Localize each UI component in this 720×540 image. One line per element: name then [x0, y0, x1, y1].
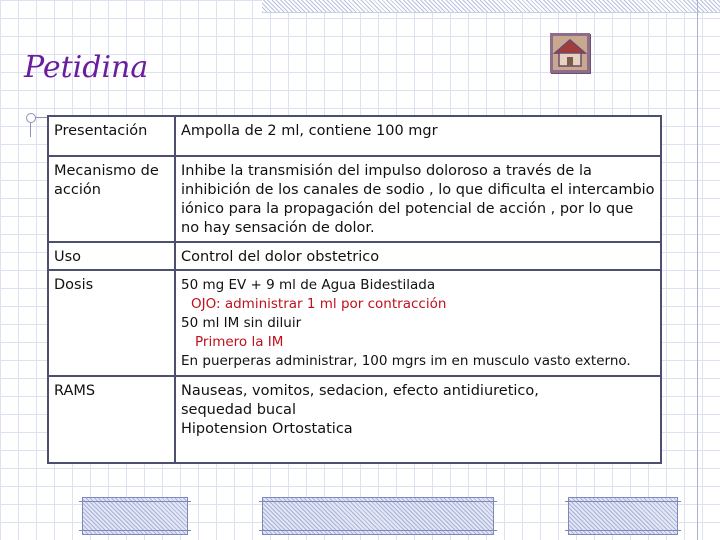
- dosis-warning-line: OJO: administrar 1 ml por contracción: [191, 296, 447, 312]
- row-value: Control del dolor obstetrico: [175, 242, 661, 270]
- rams-line: sequedad bucal: [181, 402, 296, 418]
- bottom-block-rule: [259, 501, 497, 502]
- home-icon: [553, 36, 587, 70]
- dosis-warning-line: Primero la IM: [195, 334, 284, 350]
- row-label: Dosis: [48, 270, 175, 376]
- row-label: Uso: [48, 242, 175, 270]
- bottom-block-rule: [259, 530, 497, 531]
- bullet-bracket-dot: [26, 113, 36, 123]
- home-button[interactable]: [550, 33, 590, 73]
- bottom-decorative-block: [82, 497, 188, 535]
- row-label: Mecanismo de acción: [48, 156, 175, 242]
- rams-line: Nauseas, vomitos, sedacion, efecto antidiuretico,: [181, 383, 539, 399]
- dosis-line: En puerperas administrar, 100 mgrs im en musculo vasto externo.: [181, 353, 631, 369]
- table-row: [48, 376, 661, 463]
- bottom-decorative-block: [262, 497, 494, 535]
- row-label: Presentación: [48, 116, 175, 156]
- table-row: [48, 270, 661, 376]
- rams-line: Hipotension Ortostatica: [181, 421, 353, 437]
- table-row: [48, 156, 661, 242]
- bottom-block-rule: [79, 530, 191, 531]
- right-border-line: [697, 0, 698, 540]
- row-value: Ampolla de 2 ml, contiene 100 mgr: [175, 116, 661, 156]
- drug-info-table: [47, 115, 662, 464]
- bottom-block-rule: [565, 501, 681, 502]
- bottom-block-rule: [565, 530, 681, 531]
- table-row: [48, 242, 661, 270]
- top-decorative-band: [262, 0, 720, 13]
- row-label: RAMS: [48, 376, 175, 463]
- bottom-block-rule: [79, 501, 191, 502]
- dosis-line: 50 mg EV + 9 ml de Agua Bidestilada: [181, 277, 436, 293]
- slide-title: Petidina: [24, 50, 149, 85]
- bottom-decorative-block: [568, 497, 678, 535]
- dosis-line: 50 ml IM sin diluir: [181, 315, 302, 331]
- row-value: Inhibe la transmisión del impulso doloroso a través de la inhibición de los canales de sodio , lo que dificulta el intercambio iónico para la propagación del potencial de acción , por lo que no hay sensación de dolor.: [175, 156, 661, 242]
- table-row: [48, 116, 661, 156]
- row-value: [175, 270, 661, 376]
- row-value: [175, 376, 661, 463]
